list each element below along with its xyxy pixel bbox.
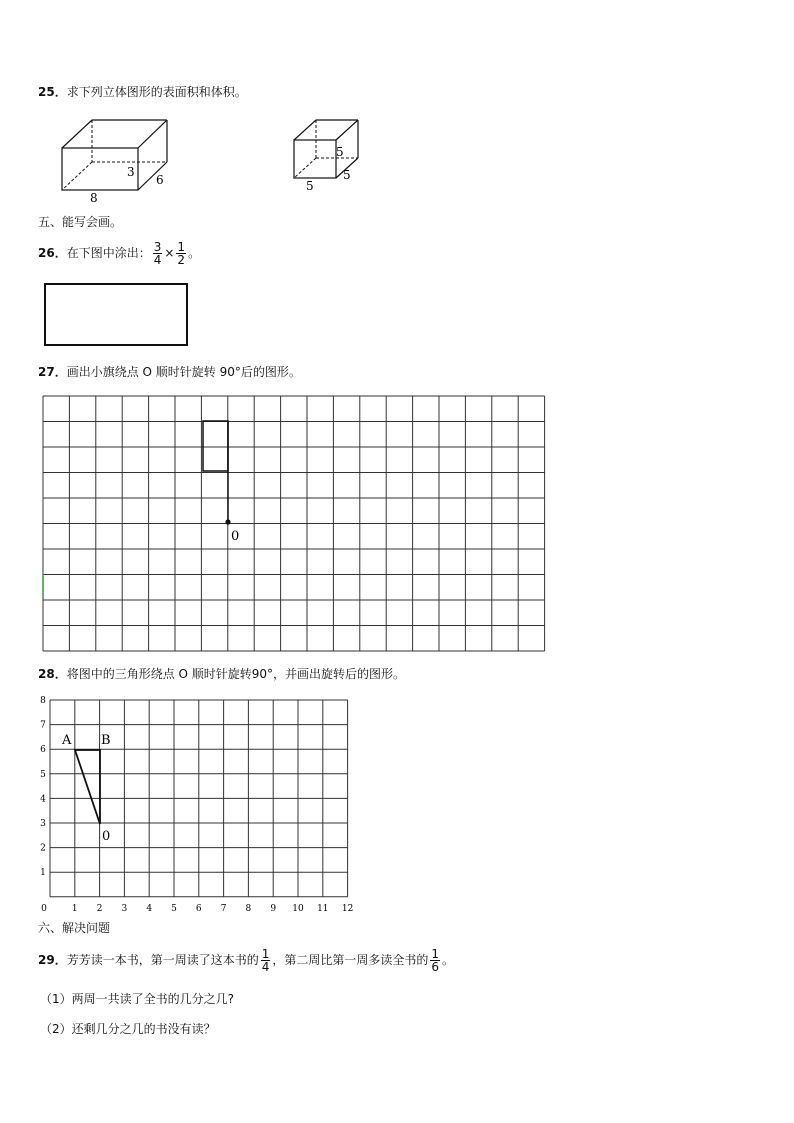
times-sign: × <box>164 246 175 260</box>
cuboid-width-label: 6 <box>156 173 164 187</box>
sub-question-1: （1）两周一共读了全书的几分之几? <box>40 992 235 1006</box>
question-number: 29． <box>38 953 67 967</box>
fraction-one-half <box>176 241 186 266</box>
question-text: 求下列立体图形的表面积和体积。 <box>66 85 247 99</box>
question-text: 画出小旗绕点 O 顺时针旋转 90°后的图形。 <box>66 365 301 379</box>
x-tick-label: 12 <box>341 903 354 914</box>
fraction-numerator: 3 <box>153 240 162 254</box>
point-o-label: 0 <box>231 529 240 544</box>
flag-grid[interactable] <box>40 392 550 656</box>
fraction-one-quarter <box>261 948 271 973</box>
question-26 <box>38 240 200 266</box>
cube-width-label: 5 <box>343 168 351 182</box>
y-tick-label: 3 <box>40 819 46 829</box>
fraction-denominator: 4 <box>261 960 270 974</box>
cube-figure <box>286 116 366 198</box>
question-29 <box>38 946 454 974</box>
x-tick-label: 10 <box>292 903 304 914</box>
period: 。 <box>442 953 455 967</box>
period: 。 <box>188 246 201 260</box>
cube-length-label: 5 <box>306 179 314 193</box>
x-tick-label: 1 <box>71 903 78 914</box>
x-tick-label: 7 <box>220 903 227 914</box>
y-tick-label: 2 <box>40 843 46 854</box>
x-tick-label: 4 <box>146 903 153 914</box>
fraction-numerator: 1 <box>261 947 270 961</box>
section-6-title <box>38 920 110 936</box>
x-tick-label: 2 <box>96 903 103 914</box>
label-o: 0 <box>102 829 111 844</box>
question-text: 芳芳读一本书，第一周读了这本书的 <box>66 953 259 967</box>
question-text: 在下图中涂出： <box>66 246 151 260</box>
y-tick-label: 1 <box>40 868 46 879</box>
section-title: 五、能写会画。 <box>38 215 123 229</box>
section-title: 六、解决问题 <box>38 921 111 935</box>
x-tick-label: 5 <box>171 903 177 914</box>
x-tick-label: 8 <box>245 903 252 914</box>
section-5-title <box>38 214 122 230</box>
y-tick-label: 5 <box>40 769 46 780</box>
fraction-numerator: 1 <box>177 240 186 254</box>
cube-height-label: 5 <box>336 145 344 159</box>
y-tick-label: 6 <box>40 745 46 756</box>
label-a: A <box>62 733 72 748</box>
question-number: 28． <box>38 667 67 681</box>
cuboid-length-label: 8 <box>90 191 98 205</box>
y-tick-label: 4 <box>40 794 46 805</box>
fraction-denominator: 2 <box>177 253 186 267</box>
question-27 <box>38 364 301 380</box>
question-25 <box>38 84 247 100</box>
question-number: 26． <box>38 246 67 260</box>
x-tick-label: 3 <box>121 903 128 914</box>
point-o <box>225 519 230 524</box>
y-tick-label: 8 <box>40 696 46 706</box>
x-tick-label: 6 <box>195 903 202 914</box>
y-tick-label: 7 <box>40 720 46 731</box>
fraction-denominator: 6 <box>431 960 440 974</box>
flag-rectangle <box>203 421 228 471</box>
triangle-abo <box>75 750 100 824</box>
question-text-continued: ，第二周比第一周多读全书的 <box>272 953 429 967</box>
shading-rectangle[interactable] <box>44 283 188 346</box>
fraction-three-quarters <box>153 241 163 266</box>
fraction-denominator: 4 <box>153 253 162 267</box>
coordinate-grid[interactable] <box>36 696 366 916</box>
x-tick-label: 0 <box>41 903 47 914</box>
x-tick-label: 9 <box>270 903 277 914</box>
question-text: 将图中的三角形绕点 O 顺时针旋转90°，并画出旋转后的图形。 <box>66 667 406 681</box>
fraction-one-sixth <box>430 948 440 973</box>
question-number: 27． <box>38 365 67 379</box>
cuboid-figure <box>50 112 180 206</box>
cuboid-height-label: 3 <box>127 165 135 179</box>
question-number: 25． <box>38 85 67 99</box>
label-b: B <box>101 733 111 748</box>
sub-question-2: （2）还剩几分之几的书没有读？ <box>40 1022 216 1036</box>
question-28 <box>38 666 405 682</box>
fraction-numerator: 1 <box>431 947 440 961</box>
x-tick-label: 11 <box>317 903 329 914</box>
